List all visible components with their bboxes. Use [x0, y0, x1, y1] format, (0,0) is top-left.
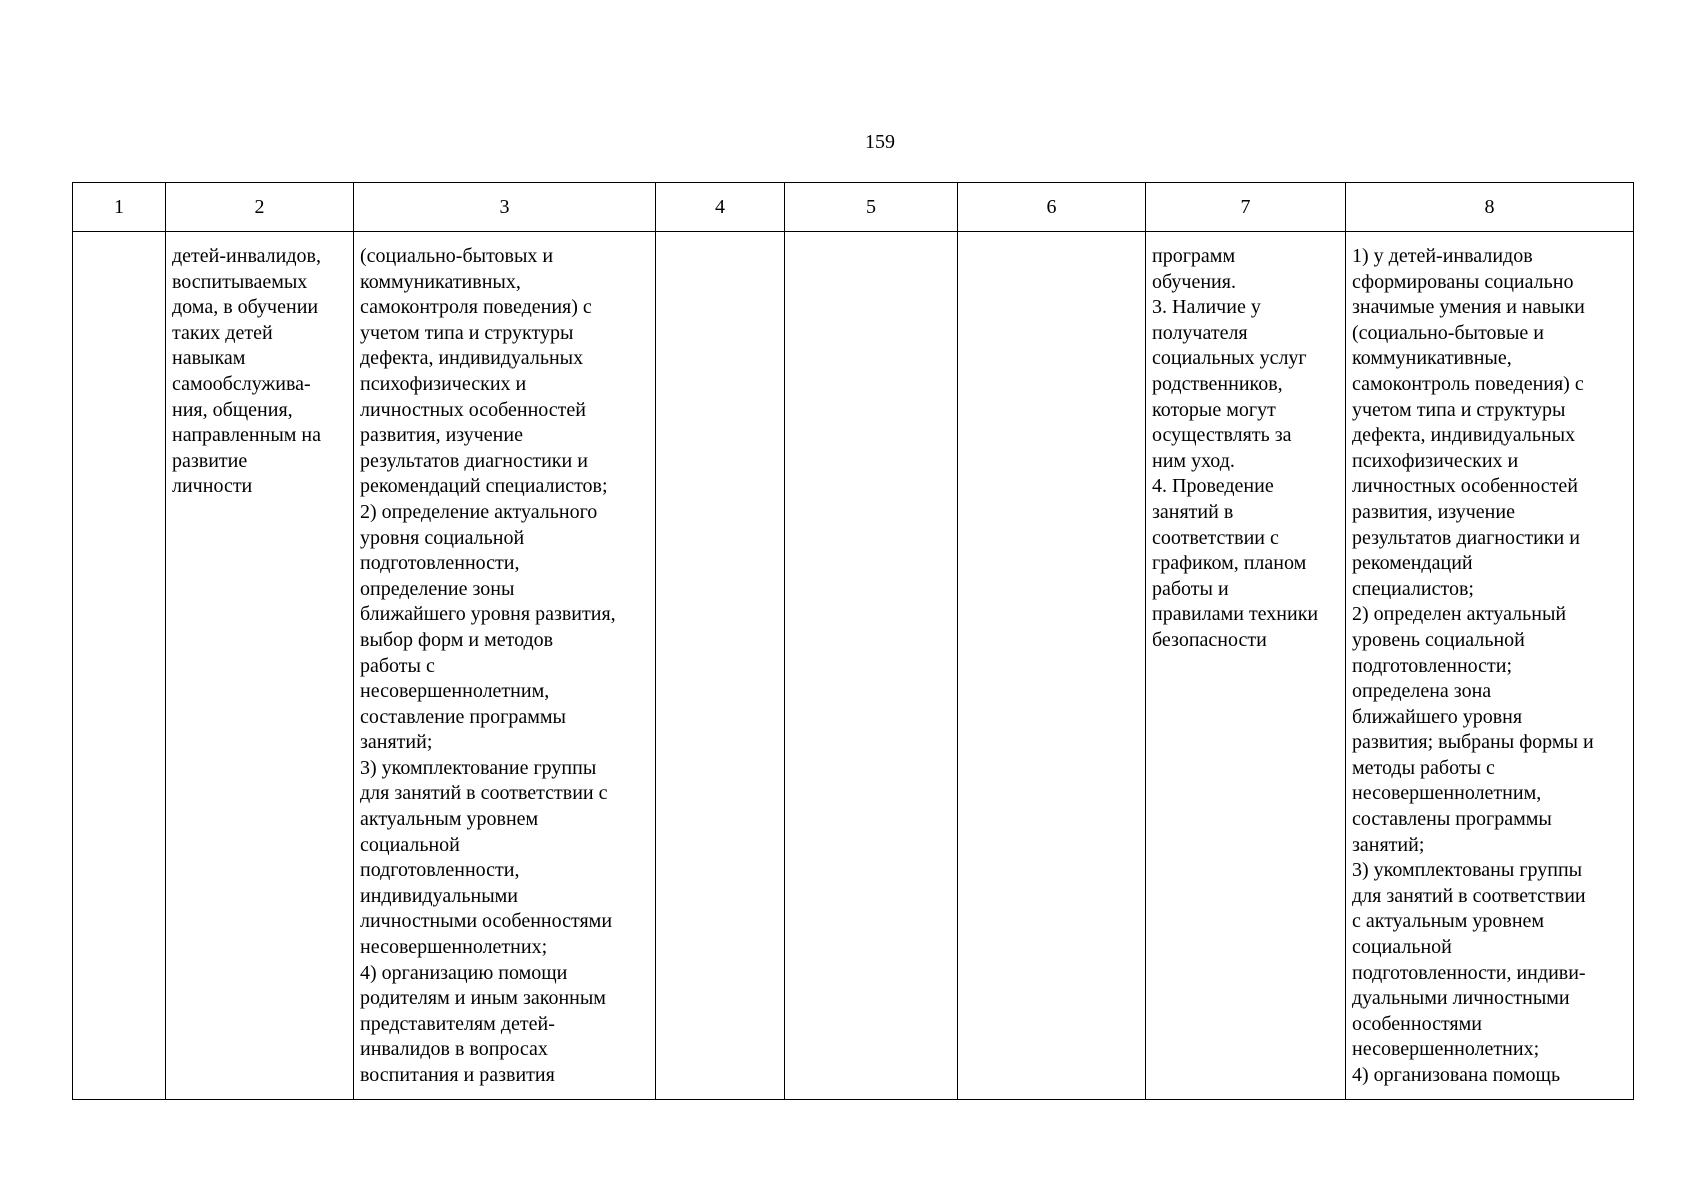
cell-text-col-3: (социально-бытовых и коммуникативных, самоконтроля поведения) с учетом типа и структуры дефекта, индивидуальных психофизических и личностных особенностей развития, изучение результатов диагностики и рекомендаций специалистов; 2) определение актуального уровня социальной подготовленности, определение зоны ближайшего уровня развития, выбор форм и методов работы с несовершеннолетним, составление программы занятий; 3) укомплектование группы для занятий в соответствии с актуальным уровнем социальной подготовленности, индивидуальными личностными особенностями несовершеннолетних; 4) организацию помощи родителям и иным законным представителям детей- инвалидов в вопросах воспитания и развития: [360, 245, 616, 1086]
column-header-5: 5: [785, 183, 958, 232]
table-row: [73, 232, 1634, 1100]
column-header-8: 8: [1346, 183, 1634, 232]
column-header-4: 4: [656, 183, 785, 232]
cell-text-col-1: [73, 232, 165, 244]
column-header-7: 7: [1146, 183, 1346, 232]
table-header-row: [73, 183, 1634, 232]
cell-col-5: [785, 232, 958, 1100]
cell-col-6: [958, 232, 1146, 1100]
cell-col-7: [1146, 232, 1346, 1100]
column-header-2: 2: [166, 183, 354, 232]
cell-text-col-2: детей-инвалидов, воспитываемых дома, в обучении таких детей навыкам самообслужива- ния, общения, направленным на развитие личности: [172, 245, 322, 498]
cell-col-3: [354, 232, 656, 1100]
cell-col-4: [656, 232, 785, 1100]
cell-text-col-5: [785, 232, 957, 244]
cell-text-col-4: [656, 232, 784, 244]
services-table: [72, 182, 1634, 1100]
column-header-6: 6: [958, 183, 1146, 232]
cell-col-8: [1346, 232, 1634, 1100]
cell-col-1: [73, 232, 166, 1100]
cell-text-col-7: программ обучения. 3. Наличие у получателя социальных услуг родственников, которые могут осуществлять за ним уход. 4. Проведение занятий в соответствии с графиком, планом работы и правилами техники безопасности: [1152, 245, 1319, 651]
cell-text-col-8: 1) у детей-инвалидов сформированы социально значимые умения и навыки (социально-бытовые и коммуникативные, самоконтроль поведения) с учетом типа и структуры дефекта, индивидуальных психофизических и личностных особенностей развития, изучение результатов диагностики и рекомендаций специалистов; 2) определен актуальный уровень социальной подготовленности; определена зона ближайшего уровня развития; выбраны формы и методы работы с несовершеннолетним, составлены программы занятий; 3) укомплектованы группы для занятий в соответствии с актуальным уровнем социальной подготовленности, индиви- дуальными личностными особенностями несовершеннолетних; 4) организована помощь: [1352, 245, 1594, 1086]
page-number: 159: [865, 131, 895, 153]
column-header-1: 1: [73, 183, 166, 232]
cell-text-col-6: [958, 232, 1145, 244]
cell-col-2: [166, 232, 354, 1100]
column-header-3: 3: [354, 183, 656, 232]
